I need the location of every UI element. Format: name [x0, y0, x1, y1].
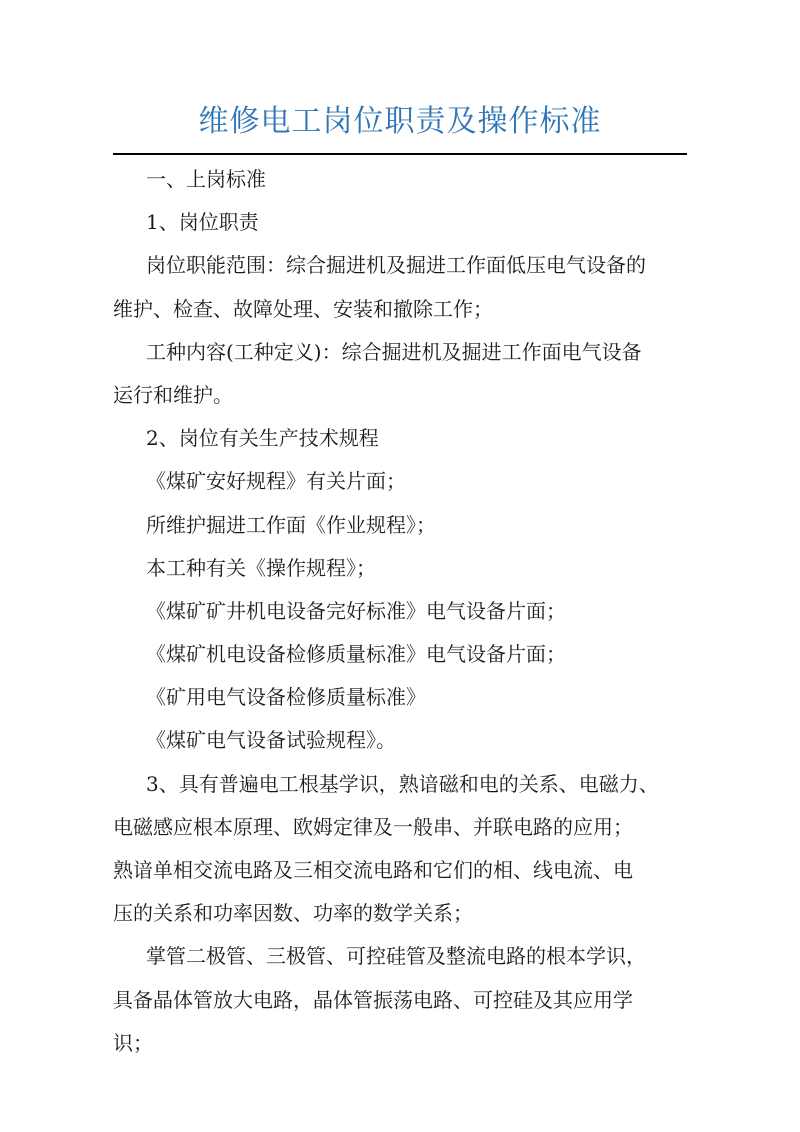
text-line: 岗位职能范围：综合掘进机及掘进工作面低压电气设备的: [146, 253, 646, 278]
text-line: 维护、检查、故障处理、安装和撤除工作；: [113, 296, 493, 321]
text-line: 《煤矿矿井机电设备完好标准》电气设备片面；: [146, 598, 566, 623]
text-line: 《煤矿安好规程》有关片面；: [146, 469, 406, 494]
text-line: 2、岗位有关生产技术规程: [146, 426, 379, 451]
text-line: 《矿用电气设备检修质量标准》: [146, 685, 426, 710]
title-underline: [113, 153, 687, 155]
text-line: 压的关系和功率因数、功率的数学关系；: [113, 901, 473, 926]
text-line: 工种内容(工种定义)：综合掘进机及掘进工作面电气设备: [146, 339, 642, 364]
text-line: 《煤矿电气设备试验规程》。: [146, 728, 396, 753]
text-line: 《煤矿机电设备检修质量标准》电气设备片面；: [146, 642, 566, 667]
text-line: 电磁感应根本原理、欧姆定律及一般串、并联电路的应用；: [113, 814, 633, 839]
text-line: 具备晶体管放大电路，晶体管振荡电路、可控硅及其应用学: [113, 987, 633, 1012]
text-line: 本工种有关《操作规程》；: [146, 555, 376, 580]
text-line: 一、上岗标准: [146, 167, 266, 191]
text-line: 1、岗位职责: [146, 210, 259, 235]
text-line: 运行和维护。: [113, 382, 233, 407]
document-body: [113, 158, 687, 1065]
text-line: 熟谙单相交流电路及三相交流电路和它们的相、线电流、电: [113, 858, 633, 882]
text-line: 3、具有普遍电工根基学识，熟谙磁和电的关系、电磁力、: [146, 771, 659, 796]
document-title: 维修电工岗位职责及操作标准: [198, 104, 602, 139]
text-line: 识；: [113, 1030, 153, 1055]
text-line: 所维护掘进工作面《作业规程》；: [146, 512, 436, 537]
text-line: 掌管二极管、三极管、可控硅管及整流电路的根本学识，: [146, 944, 646, 969]
